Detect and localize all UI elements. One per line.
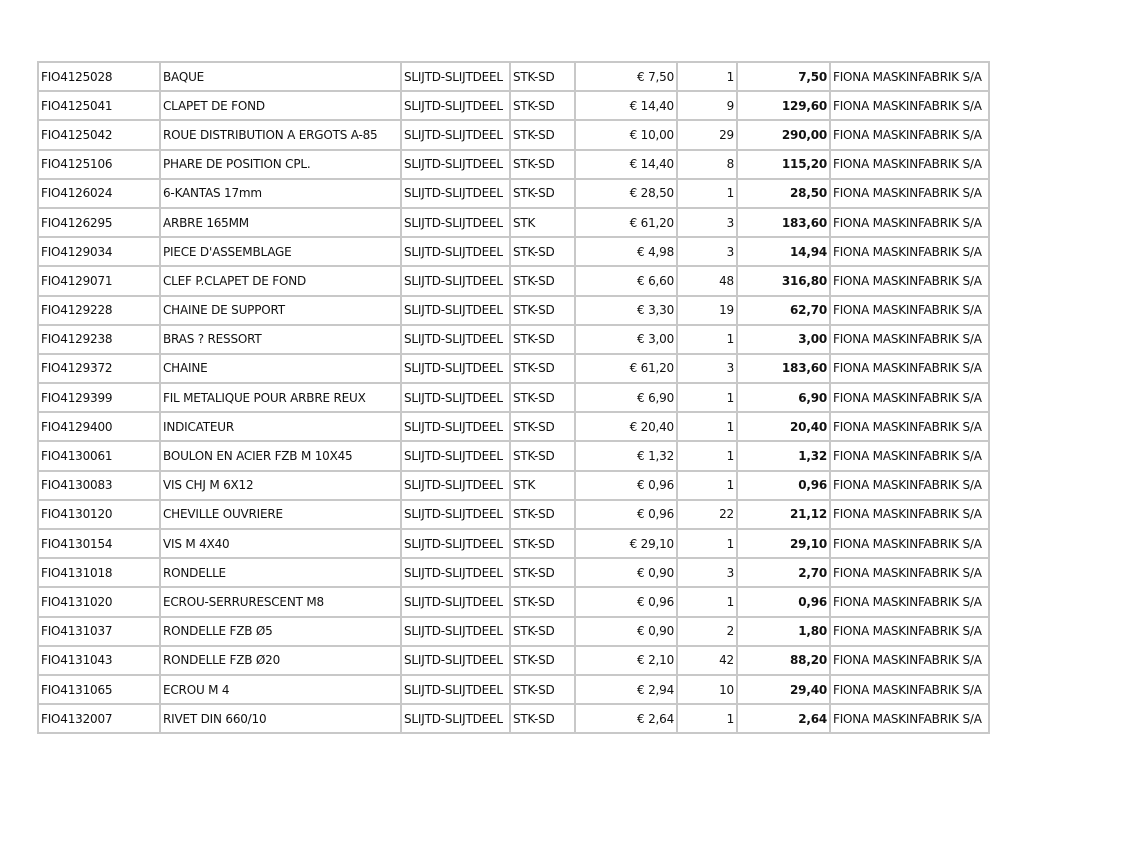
supplier-cell: FIONA MASKINFABRIK S/A: [830, 383, 989, 412]
type-cell: SLIJTD-SLIJTDEEL: [401, 150, 510, 179]
unit-price-cell: € 3,30: [575, 296, 677, 325]
quantity-cell: 1: [677, 62, 737, 91]
description-cell: CHAINE: [160, 354, 401, 383]
part-code-cell: FIO4131037: [38, 617, 160, 646]
table-row: [38, 150, 989, 179]
table-row: [38, 296, 989, 325]
quantity-cell: 1: [677, 325, 737, 354]
unit-cell: STK-SD: [510, 587, 575, 616]
parts-table-body: [38, 62, 989, 733]
unit-cell: STK: [510, 471, 575, 500]
type-cell: SLIJTD-SLIJTDEEL: [401, 91, 510, 120]
supplier-cell: FIONA MASKINFABRIK S/A: [830, 237, 989, 266]
unit-cell: STK-SD: [510, 646, 575, 675]
unit-price-cell: € 2,10: [575, 646, 677, 675]
line-total-cell: 1,32: [737, 441, 830, 470]
unit-cell: STK-SD: [510, 179, 575, 208]
quantity-cell: 42: [677, 646, 737, 675]
table-row: [38, 529, 989, 558]
supplier-cell: FIONA MASKINFABRIK S/A: [830, 208, 989, 237]
unit-cell: STK-SD: [510, 354, 575, 383]
quantity-cell: 3: [677, 237, 737, 266]
line-total-cell: 28,50: [737, 179, 830, 208]
line-total-cell: 0,96: [737, 587, 830, 616]
quantity-cell: 1: [677, 441, 737, 470]
part-code-cell: FIO4129238: [38, 325, 160, 354]
type-cell: SLIJTD-SLIJTDEEL: [401, 558, 510, 587]
part-code-cell: FIO4126024: [38, 179, 160, 208]
description-cell: RONDELLE FZB Ø5: [160, 617, 401, 646]
description-cell: ARBRE 165MM: [160, 208, 401, 237]
unit-cell: STK-SD: [510, 237, 575, 266]
part-code-cell: FIO4129372: [38, 354, 160, 383]
supplier-cell: FIONA MASKINFABRIK S/A: [830, 62, 989, 91]
description-cell: RIVET DIN 660/10: [160, 704, 401, 733]
table-row: [38, 208, 989, 237]
unit-cell: STK-SD: [510, 91, 575, 120]
supplier-cell: FIONA MASKINFABRIK S/A: [830, 150, 989, 179]
quantity-cell: 1: [677, 529, 737, 558]
quantity-cell: 10: [677, 675, 737, 704]
unit-cell: STK-SD: [510, 325, 575, 354]
unit-cell: STK-SD: [510, 675, 575, 704]
description-cell: ROUE DISTRIBUTION A ERGOTS A-85: [160, 120, 401, 149]
quantity-cell: 1: [677, 179, 737, 208]
part-code-cell: FIO4126295: [38, 208, 160, 237]
unit-price-cell: € 6,60: [575, 266, 677, 295]
description-cell: FIL METALIQUE POUR ARBRE REUX: [160, 383, 401, 412]
table-row: [38, 675, 989, 704]
unit-price-cell: € 4,98: [575, 237, 677, 266]
unit-cell: STK-SD: [510, 383, 575, 412]
line-total-cell: 14,94: [737, 237, 830, 266]
unit-price-cell: € 20,40: [575, 412, 677, 441]
line-total-cell: 290,00: [737, 120, 830, 149]
supplier-cell: FIONA MASKINFABRIK S/A: [830, 179, 989, 208]
line-total-cell: 3,00: [737, 325, 830, 354]
type-cell: SLIJTD-SLIJTDEEL: [401, 325, 510, 354]
part-code-cell: FIO4129228: [38, 296, 160, 325]
supplier-cell: FIONA MASKINFABRIK S/A: [830, 91, 989, 120]
description-cell: CLEF P.CLAPET DE FOND: [160, 266, 401, 295]
description-cell: BOULON EN ACIER FZB M 10X45: [160, 441, 401, 470]
description-cell: VIS CHJ M 6X12: [160, 471, 401, 500]
description-cell: PIECE D'ASSEMBLAGE: [160, 237, 401, 266]
line-total-cell: 88,20: [737, 646, 830, 675]
supplier-cell: FIONA MASKINFABRIK S/A: [830, 646, 989, 675]
description-cell: INDICATEUR: [160, 412, 401, 441]
table-row: [38, 120, 989, 149]
line-total-cell: 183,60: [737, 354, 830, 383]
line-total-cell: 1,80: [737, 617, 830, 646]
table-row: [38, 266, 989, 295]
line-total-cell: 2,64: [737, 704, 830, 733]
unit-price-cell: € 14,40: [575, 150, 677, 179]
quantity-cell: 48: [677, 266, 737, 295]
supplier-cell: FIONA MASKINFABRIK S/A: [830, 120, 989, 149]
description-cell: BAQUE: [160, 62, 401, 91]
supplier-cell: FIONA MASKINFABRIK S/A: [830, 296, 989, 325]
unit-price-cell: € 0,96: [575, 500, 677, 529]
description-cell: BRAS ? RESSORT: [160, 325, 401, 354]
type-cell: SLIJTD-SLIJTDEEL: [401, 471, 510, 500]
unit-cell: STK-SD: [510, 441, 575, 470]
unit-price-cell: € 61,20: [575, 208, 677, 237]
table-row: [38, 558, 989, 587]
table-row: [38, 237, 989, 266]
unit-price-cell: € 2,64: [575, 704, 677, 733]
unit-cell: STK-SD: [510, 412, 575, 441]
description-cell: 6-KANTAS 17mm: [160, 179, 401, 208]
supplier-cell: FIONA MASKINFABRIK S/A: [830, 441, 989, 470]
supplier-cell: FIONA MASKINFABRIK S/A: [830, 471, 989, 500]
part-code-cell: FIO4125028: [38, 62, 160, 91]
unit-price-cell: € 28,50: [575, 179, 677, 208]
table-row: [38, 587, 989, 616]
type-cell: SLIJTD-SLIJTDEEL: [401, 617, 510, 646]
quantity-cell: 1: [677, 704, 737, 733]
supplier-cell: FIONA MASKINFABRIK S/A: [830, 558, 989, 587]
type-cell: SLIJTD-SLIJTDEEL: [401, 704, 510, 733]
type-cell: SLIJTD-SLIJTDEEL: [401, 354, 510, 383]
part-code-cell: FIO4131065: [38, 675, 160, 704]
unit-price-cell: € 0,90: [575, 558, 677, 587]
supplier-cell: FIONA MASKINFABRIK S/A: [830, 529, 989, 558]
type-cell: SLIJTD-SLIJTDEEL: [401, 296, 510, 325]
quantity-cell: 19: [677, 296, 737, 325]
quantity-cell: 1: [677, 471, 737, 500]
unit-cell: STK-SD: [510, 266, 575, 295]
type-cell: SLIJTD-SLIJTDEEL: [401, 120, 510, 149]
part-code-cell: FIO4131018: [38, 558, 160, 587]
unit-cell: STK-SD: [510, 704, 575, 733]
unit-cell: STK-SD: [510, 150, 575, 179]
description-cell: ECROU M 4: [160, 675, 401, 704]
line-total-cell: 115,20: [737, 150, 830, 179]
table-row: [38, 704, 989, 733]
unit-price-cell: € 2,94: [575, 675, 677, 704]
type-cell: SLIJTD-SLIJTDEEL: [401, 646, 510, 675]
type-cell: SLIJTD-SLIJTDEEL: [401, 179, 510, 208]
table-row: [38, 646, 989, 675]
parts-table: [37, 61, 990, 734]
unit-price-cell: € 0,96: [575, 587, 677, 616]
quantity-cell: 22: [677, 500, 737, 529]
quantity-cell: 1: [677, 412, 737, 441]
table-row: [38, 62, 989, 91]
unit-cell: STK-SD: [510, 500, 575, 529]
line-total-cell: 7,50: [737, 62, 830, 91]
supplier-cell: FIONA MASKINFABRIK S/A: [830, 704, 989, 733]
part-code-cell: FIO4125106: [38, 150, 160, 179]
unit-price-cell: € 7,50: [575, 62, 677, 91]
part-code-cell: FIO4129400: [38, 412, 160, 441]
part-code-cell: FIO4131020: [38, 587, 160, 616]
line-total-cell: 129,60: [737, 91, 830, 120]
quantity-cell: 1: [677, 587, 737, 616]
quantity-cell: 3: [677, 208, 737, 237]
description-cell: PHARE DE POSITION CPL.: [160, 150, 401, 179]
unit-cell: STK-SD: [510, 296, 575, 325]
type-cell: SLIJTD-SLIJTDEEL: [401, 675, 510, 704]
supplier-cell: FIONA MASKINFABRIK S/A: [830, 587, 989, 616]
part-code-cell: FIO4132007: [38, 704, 160, 733]
unit-price-cell: € 14,40: [575, 91, 677, 120]
part-code-cell: FIO4130120: [38, 500, 160, 529]
type-cell: SLIJTD-SLIJTDEEL: [401, 62, 510, 91]
line-total-cell: 20,40: [737, 412, 830, 441]
supplier-cell: FIONA MASKINFABRIK S/A: [830, 500, 989, 529]
table-row: [38, 354, 989, 383]
unit-price-cell: € 0,96: [575, 471, 677, 500]
description-cell: CLAPET DE FOND: [160, 91, 401, 120]
unit-cell: STK-SD: [510, 62, 575, 91]
part-code-cell: FIO4125041: [38, 91, 160, 120]
quantity-cell: 9: [677, 91, 737, 120]
type-cell: SLIJTD-SLIJTDEEL: [401, 208, 510, 237]
table-row: [38, 383, 989, 412]
part-code-cell: FIO4129071: [38, 266, 160, 295]
line-total-cell: 21,12: [737, 500, 830, 529]
supplier-cell: FIONA MASKINFABRIK S/A: [830, 266, 989, 295]
part-code-cell: FIO4129034: [38, 237, 160, 266]
line-total-cell: 6,90: [737, 383, 830, 412]
description-cell: ECROU-SERRURESCENT M8: [160, 587, 401, 616]
supplier-cell: FIONA MASKINFABRIK S/A: [830, 325, 989, 354]
line-total-cell: 2,70: [737, 558, 830, 587]
type-cell: SLIJTD-SLIJTDEEL: [401, 412, 510, 441]
part-code-cell: FIO4130083: [38, 471, 160, 500]
unit-price-cell: € 3,00: [575, 325, 677, 354]
supplier-cell: FIONA MASKINFABRIK S/A: [830, 354, 989, 383]
type-cell: SLIJTD-SLIJTDEEL: [401, 237, 510, 266]
line-total-cell: 0,96: [737, 471, 830, 500]
unit-cell: STK-SD: [510, 617, 575, 646]
unit-cell: STK: [510, 208, 575, 237]
line-total-cell: 62,70: [737, 296, 830, 325]
quantity-cell: 8: [677, 150, 737, 179]
supplier-cell: FIONA MASKINFABRIK S/A: [830, 412, 989, 441]
quantity-cell: 1: [677, 383, 737, 412]
unit-price-cell: € 29,10: [575, 529, 677, 558]
unit-cell: STK-SD: [510, 529, 575, 558]
part-code-cell: FIO4130154: [38, 529, 160, 558]
quantity-cell: 29: [677, 120, 737, 149]
part-code-cell: FIO4130061: [38, 441, 160, 470]
type-cell: SLIJTD-SLIJTDEEL: [401, 266, 510, 295]
description-cell: RONDELLE: [160, 558, 401, 587]
unit-price-cell: € 6,90: [575, 383, 677, 412]
part-code-cell: FIO4129399: [38, 383, 160, 412]
unit-cell: STK-SD: [510, 120, 575, 149]
supplier-cell: FIONA MASKINFABRIK S/A: [830, 617, 989, 646]
description-cell: RONDELLE FZB Ø20: [160, 646, 401, 675]
quantity-cell: 2: [677, 617, 737, 646]
unit-price-cell: € 0,90: [575, 617, 677, 646]
type-cell: SLIJTD-SLIJTDEEL: [401, 383, 510, 412]
supplier-cell: FIONA MASKINFABRIK S/A: [830, 675, 989, 704]
table-row: [38, 325, 989, 354]
table-row: [38, 412, 989, 441]
part-code-cell: FIO4125042: [38, 120, 160, 149]
type-cell: SLIJTD-SLIJTDEEL: [401, 500, 510, 529]
type-cell: SLIJTD-SLIJTDEEL: [401, 587, 510, 616]
description-cell: VIS M 4X40: [160, 529, 401, 558]
quantity-cell: 3: [677, 558, 737, 587]
type-cell: SLIJTD-SLIJTDEEL: [401, 529, 510, 558]
quantity-cell: 3: [677, 354, 737, 383]
description-cell: CHAINE DE SUPPORT: [160, 296, 401, 325]
line-total-cell: 29,10: [737, 529, 830, 558]
table-row: [38, 91, 989, 120]
line-total-cell: 183,60: [737, 208, 830, 237]
unit-price-cell: € 1,32: [575, 441, 677, 470]
table-row: [38, 179, 989, 208]
part-code-cell: FIO4131043: [38, 646, 160, 675]
table-row: [38, 471, 989, 500]
line-total-cell: 29,40: [737, 675, 830, 704]
description-cell: CHEVILLE OUVRIERE: [160, 500, 401, 529]
table-row: [38, 500, 989, 529]
table-row: [38, 617, 989, 646]
table-row: [38, 441, 989, 470]
line-total-cell: 316,80: [737, 266, 830, 295]
type-cell: SLIJTD-SLIJTDEEL: [401, 441, 510, 470]
unit-price-cell: € 10,00: [575, 120, 677, 149]
unit-cell: STK-SD: [510, 558, 575, 587]
unit-price-cell: € 61,20: [575, 354, 677, 383]
